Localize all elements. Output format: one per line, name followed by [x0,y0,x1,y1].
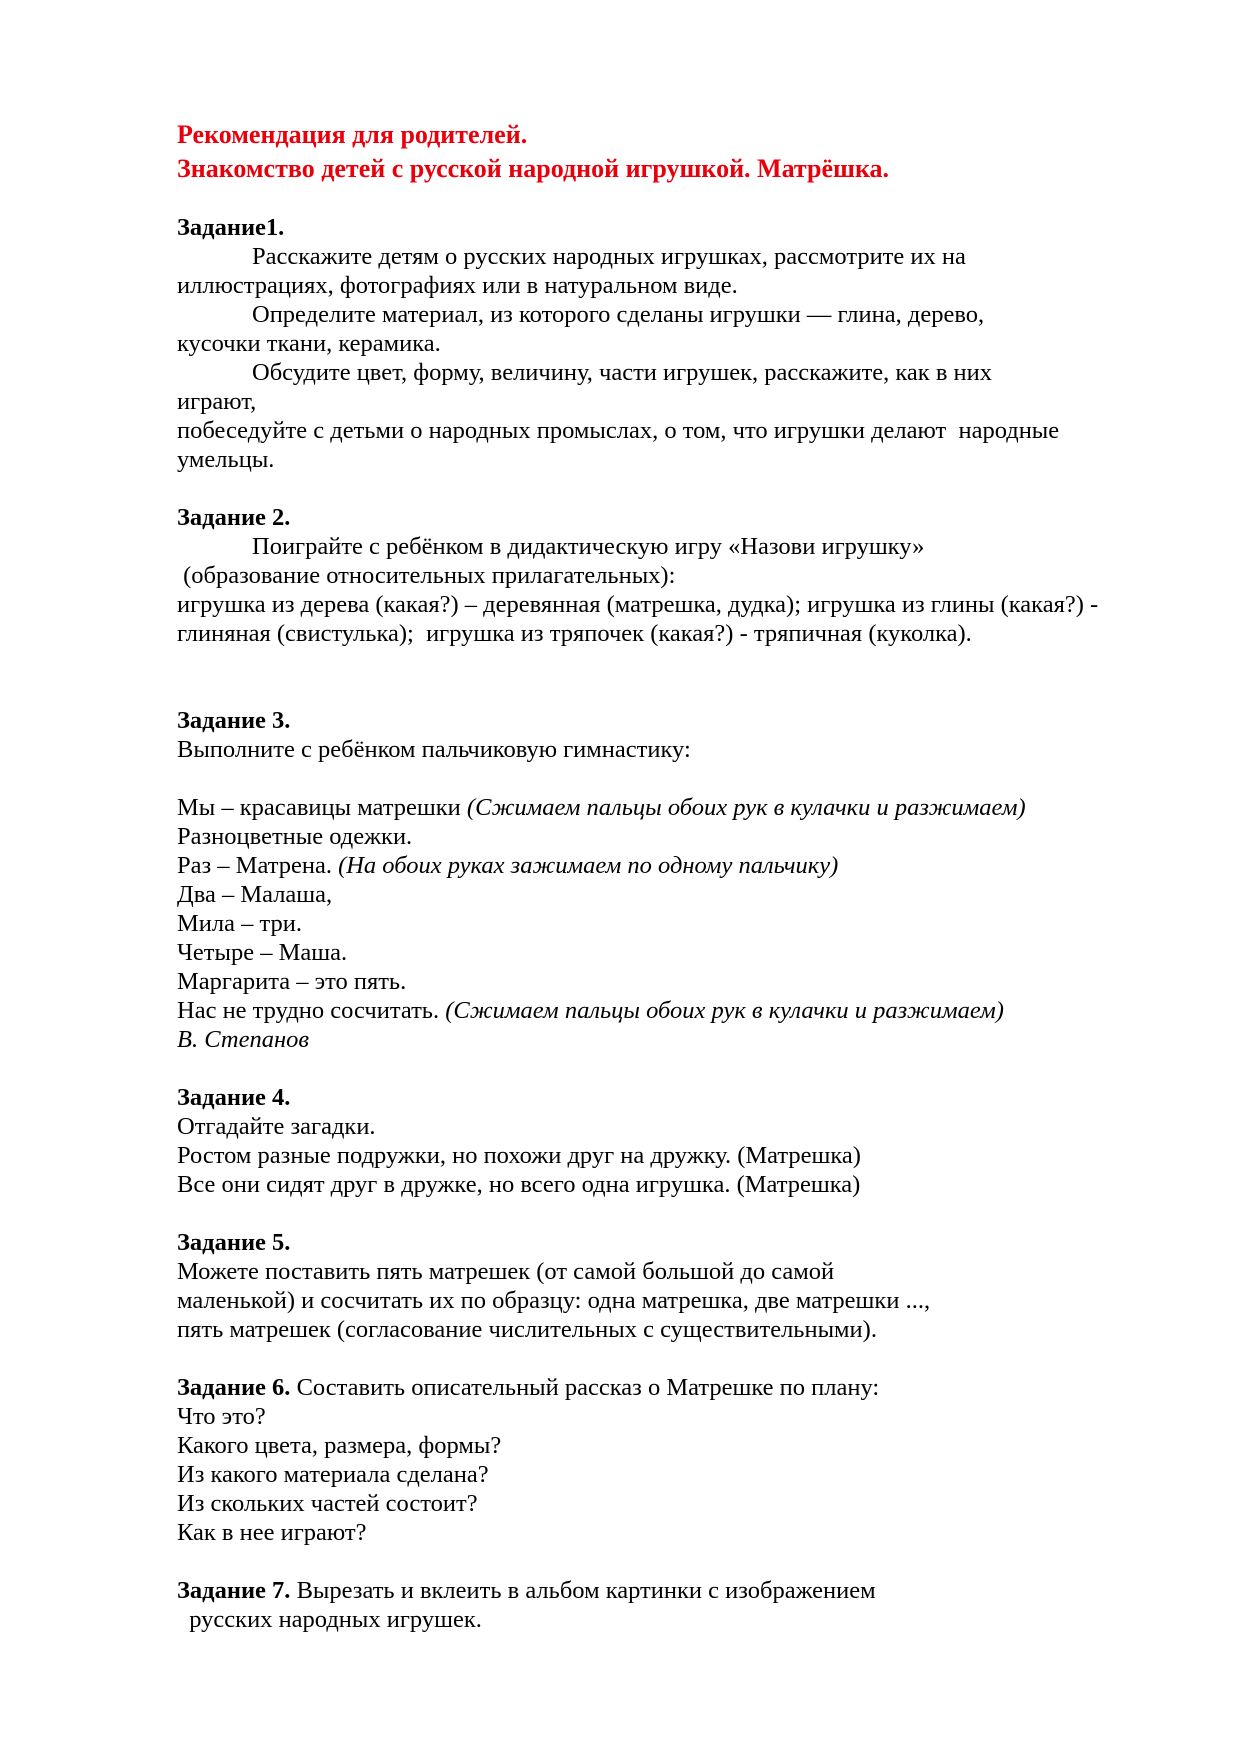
task-heading: Задание 2. [177,504,291,531]
text-line [177,1315,1177,1344]
document-title [177,118,1177,186]
text-line [177,996,1177,1025]
text-line [177,1170,1177,1199]
text-line [177,1025,1177,1054]
text-segment: иллюстрациях, фотографиях или в натуральном виде. [177,272,738,299]
text-line [177,880,1177,909]
task-heading-line [177,1228,1177,1257]
italic-note: (Сжимаем пальцы обоих рук в кулачки и разжимаем) [466,794,1026,821]
document-page [177,118,1177,1634]
text-segment: Какого цвета, размера, формы? [177,1432,502,1459]
title-line-2: Знакомство детей с русской народной игрушкой. Матрёшка. [177,154,890,183]
text-line [177,1141,1177,1170]
text-segment: Мила – три. [177,910,302,937]
task-heading: Задание 6. [177,1374,291,1401]
blank-line [177,764,1177,793]
text-segment: кусочки ткани, керамика. [177,330,441,357]
text-segment: Два – Малаша, [177,881,333,908]
text-segment: Поиграйте с ребёнком в дидактическую игру «Назови игрушку» [252,533,925,560]
text-line [177,271,1177,300]
blank-line [177,474,1177,503]
text-line [177,909,1177,938]
text-segment: Что это? [177,1403,266,1430]
text-line [177,561,1177,590]
task-section-2 [177,503,1177,706]
task-section-3 [177,706,1177,1083]
text-segment: игрушка из дерева (какая?) – деревянная (матрешка, дудка); игрушка из глины (какая?) - [177,591,1099,618]
task-heading: Задание 4. [177,1084,291,1111]
text-segment: Составить описательный рассказ о Матрешке по плану: [290,1374,880,1401]
text-line [177,1605,1177,1634]
text-segment: маленькой) и сосчитать их по образцу: одна матрешка, две матрешки ..., [177,1287,931,1314]
text-line [177,822,1177,851]
task-section-1 [177,213,1177,503]
text-line [177,590,1177,619]
text-line [177,532,1177,561]
text-segment: играют, [177,388,257,415]
text-line [177,1431,1177,1460]
blank-line [177,677,1177,706]
text-line [177,851,1177,880]
task-heading-line [177,1373,1177,1402]
text-segment: Из какого материала сделана? [177,1461,489,1488]
blank-line [177,648,1177,677]
text-line [177,1518,1177,1547]
text-line [177,1489,1177,1518]
italic-note: (На обоих руках зажимаем по одному пальчику) [338,852,839,879]
task-section-6 [177,1373,1177,1576]
text-segment: Отгадайте загадки. [177,1113,376,1140]
text-segment: Раз – Матрена. [177,852,339,879]
text-line [177,1402,1177,1431]
text-line [177,938,1177,967]
tasks-container [177,213,1177,1634]
task-heading-line [177,213,1177,242]
text-segment: побеседуйте с детьми о народных промыслах, о том, что игрушки делают народные [177,417,1060,444]
task-heading-line [177,1576,1177,1605]
blank-line [177,1199,1177,1228]
text-line [177,1112,1177,1141]
task-heading: Задание 5. [177,1229,291,1256]
text-segment: Можете поставить пять матрешек (от самой большой до самой [177,1258,835,1285]
text-segment: Четыре – Маша. [177,939,348,966]
text-segment: Расскажите детям о русских народных игрушках, рассмотрите их на [252,243,966,270]
blank-line [177,1547,1177,1576]
task-heading: Задание1. [177,214,285,241]
text-line [177,387,1177,416]
task-heading: Задание 3. [177,707,291,734]
text-segment: глиняная (свистулька); игрушка из тряпочек (какая?) - тряпичная (куколка). [177,620,972,647]
text-line [177,445,1177,474]
task-heading: Задание 7. [177,1577,291,1604]
text-line [177,1286,1177,1315]
text-segment: русских народных игрушек. [177,1606,482,1633]
text-line [177,358,1177,387]
task-section-4 [177,1083,1177,1228]
text-segment: Выполните с ребёнком пальчиковую гимнастику: [177,736,691,763]
text-segment: Разноцветные одежки. [177,823,413,850]
text-line [177,619,1177,648]
text-line [177,1460,1177,1489]
text-line [177,416,1177,445]
text-segment: (образование относительных прилагательных): [177,562,676,589]
text-segment: Все они сидят друг в дружке, но всего одна игрушка. (Матрешка) [177,1171,861,1198]
text-segment: Определите материал, из которого сделаны игрушки — глина, дерево, [252,301,985,328]
text-line [177,793,1177,822]
text-segment: Мы – красавицы матрешки [177,794,467,821]
text-segment: Как в нее играют? [177,1519,367,1546]
italic-note: (Сжимаем пальцы обоих рук в кулачки и разжимаем) [445,997,1004,1024]
text-segment: Вырезать и вклеить в альбом картинки с изображением [290,1577,876,1604]
text-line [177,735,1177,764]
blank-line [177,1054,1177,1083]
text-segment: умельцы. [177,446,275,473]
text-segment: Обсудите цвет, форму, величину, части игрушек, расскажите, как в них [252,359,993,386]
text-segment: пять матрешек (согласование числительных с существительными). [177,1316,877,1343]
text-line [177,329,1177,358]
text-segment: Нас не трудно сосчитать. [177,997,446,1024]
text-line [177,967,1177,996]
task-section-7 [177,1576,1177,1634]
blank-line [177,1344,1177,1373]
text-segment: Ростом разные подружки, но похожи друг на дружку. (Матрешка) [177,1142,861,1169]
text-line [177,1257,1177,1286]
text-line [177,242,1177,271]
text-segment: Из скольких частей состоит? [177,1490,478,1517]
task-heading-line [177,1083,1177,1112]
task-section-5 [177,1228,1177,1373]
text-line [177,300,1177,329]
italic-note: В. Степанов [177,1026,310,1053]
text-segment: Маргарита – это пять. [177,968,407,995]
task-heading-line [177,503,1177,532]
title-line-1: Рекомендация для родителей. [177,120,528,149]
task-heading-line [177,706,1177,735]
